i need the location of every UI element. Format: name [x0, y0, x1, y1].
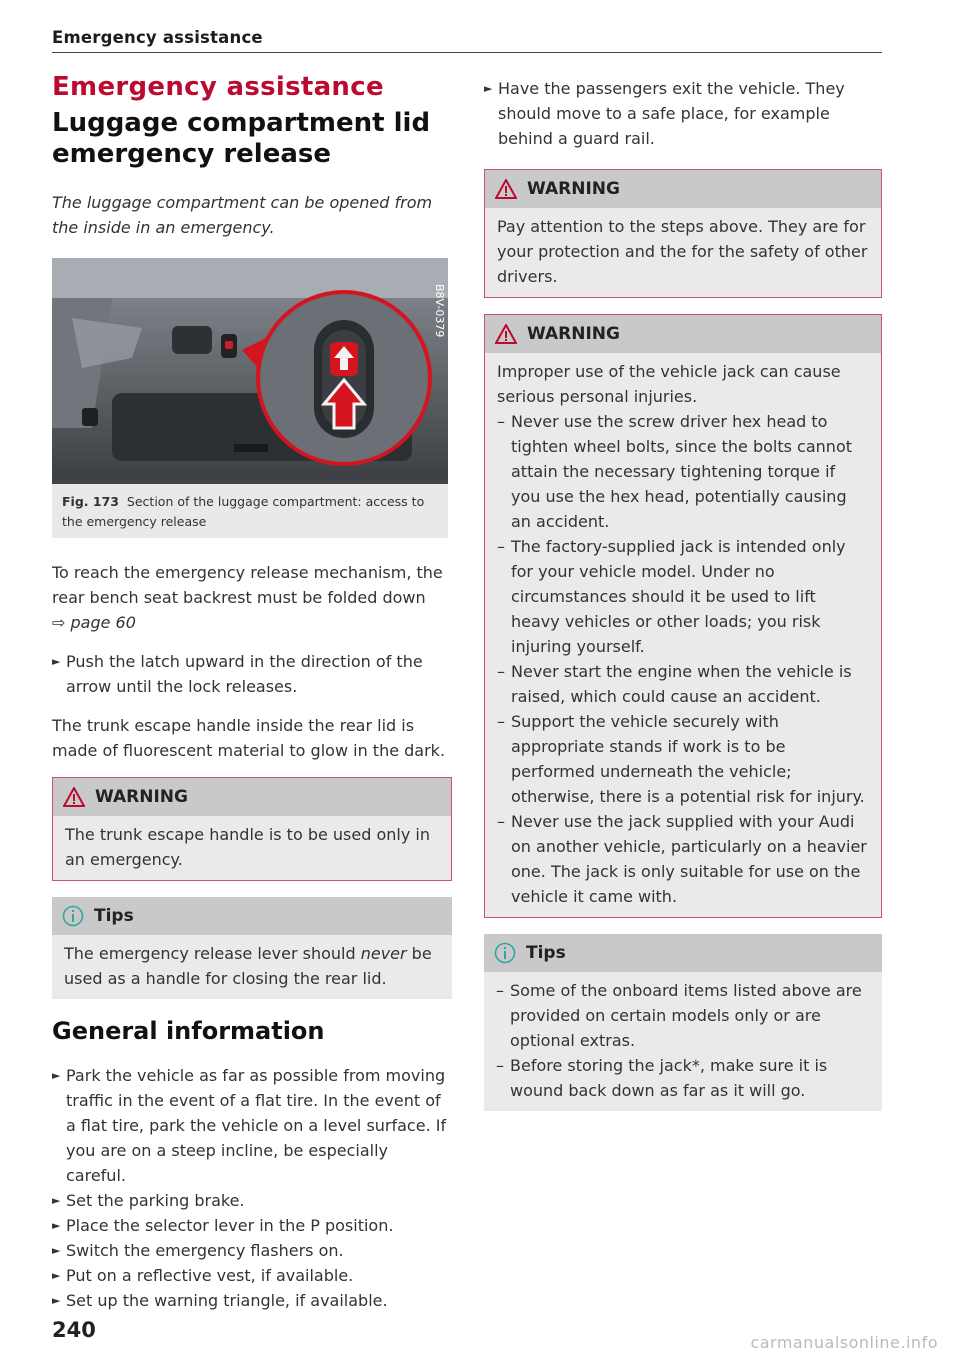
- warning-header: [485, 315, 881, 353]
- list-item-text: Never start the engine when the vehicle is raised, which could cause an accident.: [511, 662, 852, 706]
- warning-box: [52, 777, 452, 881]
- info-icon: [62, 905, 84, 927]
- list-item-text: Set up the warning triangle, if available.: [66, 1291, 388, 1310]
- tips-box: [484, 934, 882, 1111]
- dash-marker: –: [496, 1056, 504, 1075]
- warning-title: WARNING: [527, 179, 620, 199]
- warning-triangle-icon: [63, 787, 85, 807]
- bullet-marker-icon: ►: [484, 82, 493, 95]
- warning-triangle-icon: [495, 179, 517, 199]
- figure-173: [52, 258, 448, 538]
- list-item: [52, 1213, 452, 1238]
- figure-label: Fig. 173: [62, 494, 119, 509]
- figure-caption-text: Section of the luggage compartment: access to the emergency release: [62, 494, 425, 529]
- bullet-marker-icon: ►: [52, 1244, 61, 1257]
- warning-triangle-icon: [495, 324, 517, 344]
- list-item-text: Set the parking brake.: [66, 1191, 245, 1210]
- list-item: [497, 809, 869, 909]
- figure-caption: [52, 484, 448, 538]
- list-item-text: Have the passengers exit the vehicle. They should move to a safe place, for example behind a guard rail.: [498, 79, 845, 148]
- tips-box: [52, 897, 452, 999]
- section-intro: The luggage compartment can be opened from the inside in an emergency.: [52, 193, 433, 237]
- tips-body: [52, 935, 452, 999]
- dash-marker: –: [497, 662, 505, 681]
- dash-marker: –: [497, 412, 505, 431]
- list-item: [484, 76, 882, 151]
- list-item: [496, 978, 870, 1053]
- page-number: 240: [52, 1318, 96, 1342]
- release-paragraph-text: To reach the emergency release mechanism, the rear bench seat backrest must be folded down: [52, 563, 443, 607]
- tips-header: [52, 897, 452, 935]
- list-item: [52, 1188, 452, 1213]
- list-item: [52, 649, 452, 699]
- list-item-text: Park the vehicle as far as possible from moving traffic in the event of a flat tire. In the event of a flat tire, park the vehicle on a level surface. If you are on a steep incline, be especially careful.: [66, 1066, 447, 1185]
- list-item-text: The factory-supplied jack is intended only for your vehicle model. Under no circumstances should it be used to lift heavy vehicles or other loads; you risk injuring yourself.: [511, 537, 846, 656]
- list-item: [497, 709, 869, 809]
- warning-body: Pay attention to the steps above. They are for your protection and the for the safety of other drivers.: [485, 208, 881, 297]
- list-item-text: Support the vehicle securely with appropriate stands if work is to be performed underneath the vehicle; otherwise, there is a potential risk for injury.: [511, 712, 865, 806]
- bullet-marker-icon: ►: [52, 1219, 61, 1232]
- warning-title: WARNING: [527, 324, 620, 344]
- list-item: [52, 1238, 452, 1263]
- list-item-text: Never use the screw driver hex head to tighten wheel bolts, since the bolts cannot attain the necessary tightening torque if you use the hex head, potentially causing an accident.: [511, 412, 852, 531]
- list-item: [496, 1053, 870, 1103]
- bullet-marker-icon: ►: [52, 1194, 61, 1207]
- tips-body: [484, 972, 882, 1111]
- warning-intro: Improper use of the vehicle jack can cause serious personal injuries.: [497, 362, 841, 406]
- info-icon: [494, 942, 516, 964]
- tips-text-end: be used as a handle for closing the rear lid.: [64, 944, 432, 988]
- bullet-marker-icon: ►: [52, 655, 61, 668]
- running-header: Emergency assistance: [52, 28, 263, 47]
- tips-title: Tips: [94, 906, 134, 926]
- header-rule: [52, 52, 882, 53]
- jack-warning-box: [484, 314, 882, 918]
- tips-text: The emergency release lever should: [64, 944, 361, 963]
- warning-body: The trunk escape handle is to be used only in an emergency.: [53, 816, 451, 880]
- warning-header: [53, 778, 451, 816]
- right-column: [484, 76, 882, 1127]
- tips-header: [484, 934, 882, 972]
- list-item: [497, 534, 869, 659]
- list-item-text: Never use the jack supplied with your Audi on another vehicle, particularly on a heavier one. The jack is only suitable for use on the vehicle it came with.: [511, 812, 867, 906]
- luggage-compartment-illustration: [52, 258, 448, 484]
- fluorescent-paragraph: The trunk escape handle inside the rear lid is made of fluorescent material to glow in the dark.: [52, 716, 446, 760]
- dash-marker: –: [497, 537, 505, 556]
- list-item: [497, 659, 869, 709]
- bullet-marker-icon: ►: [52, 1069, 61, 1082]
- chapter-title: Emergency assistance: [52, 72, 384, 102]
- tips-title: Tips: [526, 943, 566, 963]
- list-item-text: Switch the emergency flashers on.: [66, 1241, 344, 1260]
- left-column: [52, 72, 452, 1313]
- list-item: [52, 1263, 452, 1288]
- dash-marker: –: [496, 981, 504, 1000]
- list-item-text: Place the selector lever in the P position.: [66, 1216, 394, 1235]
- list-item-text: Put on a reflective vest, if available.: [66, 1266, 354, 1285]
- tips-emphasis: never: [360, 944, 407, 963]
- watermark: carmanualsonline.info: [750, 1333, 938, 1352]
- warning-body: [485, 353, 881, 917]
- bullet-marker-icon: ►: [52, 1294, 61, 1307]
- list-item: [52, 1288, 452, 1313]
- list-item-text: Some of the onboard items listed above are provided on certain models only or are optional extras.: [510, 981, 862, 1050]
- warning-title: WARNING: [95, 787, 188, 807]
- list-item-text: Before storing the jack*, make sure it is wound back down as far as it will go.: [510, 1056, 828, 1100]
- list-item: [52, 1063, 452, 1188]
- dash-marker: –: [497, 712, 505, 731]
- list-item: [497, 409, 869, 534]
- warning-box: [484, 169, 882, 298]
- figure-code: B8V-0379: [433, 284, 446, 338]
- section-title: Luggage compartment lid emergency release: [52, 108, 431, 169]
- bullet-marker-icon: ►: [52, 1269, 61, 1282]
- list-item-text: Push the latch upward in the direction of the arrow until the lock releases.: [66, 652, 423, 696]
- general-steps-list: [52, 1063, 452, 1313]
- warning-header: [485, 170, 881, 208]
- page-reference-link[interactable]: ⇨ page 60: [52, 613, 136, 632]
- dash-marker: –: [497, 812, 505, 831]
- release-paragraph: [52, 560, 452, 635]
- general-information-title: General information: [52, 1017, 325, 1045]
